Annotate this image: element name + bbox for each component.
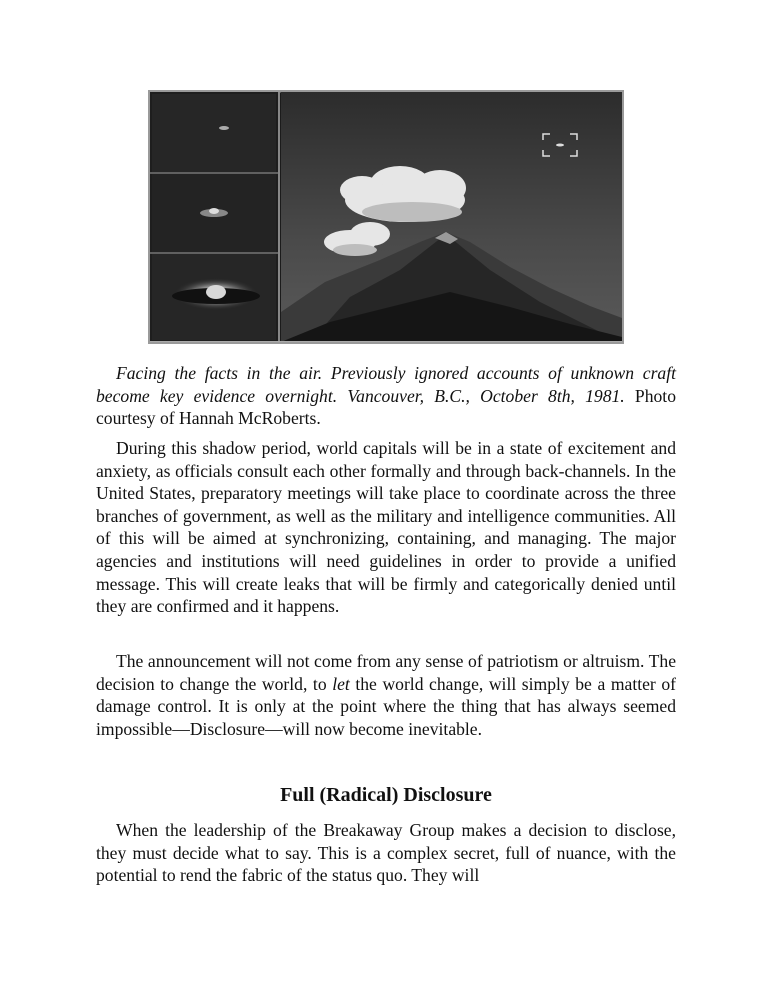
caption-credit-text: Photo courtesy of Hannah McRoberts. <box>96 385 676 429</box>
section-heading: Full (Radical) Disclosure <box>280 784 492 806</box>
body-paragraph-1 <box>96 437 676 618</box>
paragraph-text-end: the world change, will simply be a matter of damage control. It is only at the point where the thing that has always seemed impossible—Disclosure—will now become inevitable. <box>96 673 676 739</box>
paragraph-text: During this shadow period, world capitals will be in a state of excitement and anxiety, as officials consult each other formally and through back-channels. In the United States, preparatory meetings will take place to coordinate across the three branches of government, as well as the military and intelligence communities. All of this will be aimed at synchronizing, containing, and managing. The major agencies and institutions will need guidelines in order to provide a unified message. This will create leaks that will be firmly and categorically denied until they are confirmed and it happens. <box>96 438 676 617</box>
ufo-photo-image <box>150 92 622 342</box>
caption-italic-text: Facing the facts in the air. Previously ignored accounts of unknown craft become key evidence overnight. Vancouver, B.C., October 8th, 1981. <box>96 363 676 406</box>
paragraph-text: When the leadership of the Breakaway Group makes a decision to disclose, they must decide what to say. This is a complex secret, full of nuance, with the potential to rend the fabric of the status quo. They will <box>96 820 676 886</box>
emphasis-let: let <box>332 673 350 694</box>
paragraph-text-start: The announcement will not come from any sense of patriotism or altruism. The decision to change the world, to <box>96 651 676 694</box>
ufo-photo-figure <box>148 90 624 344</box>
body-paragraph-3 <box>96 819 676 887</box>
figure-caption <box>96 362 676 430</box>
body-paragraph-2 <box>96 650 676 740</box>
